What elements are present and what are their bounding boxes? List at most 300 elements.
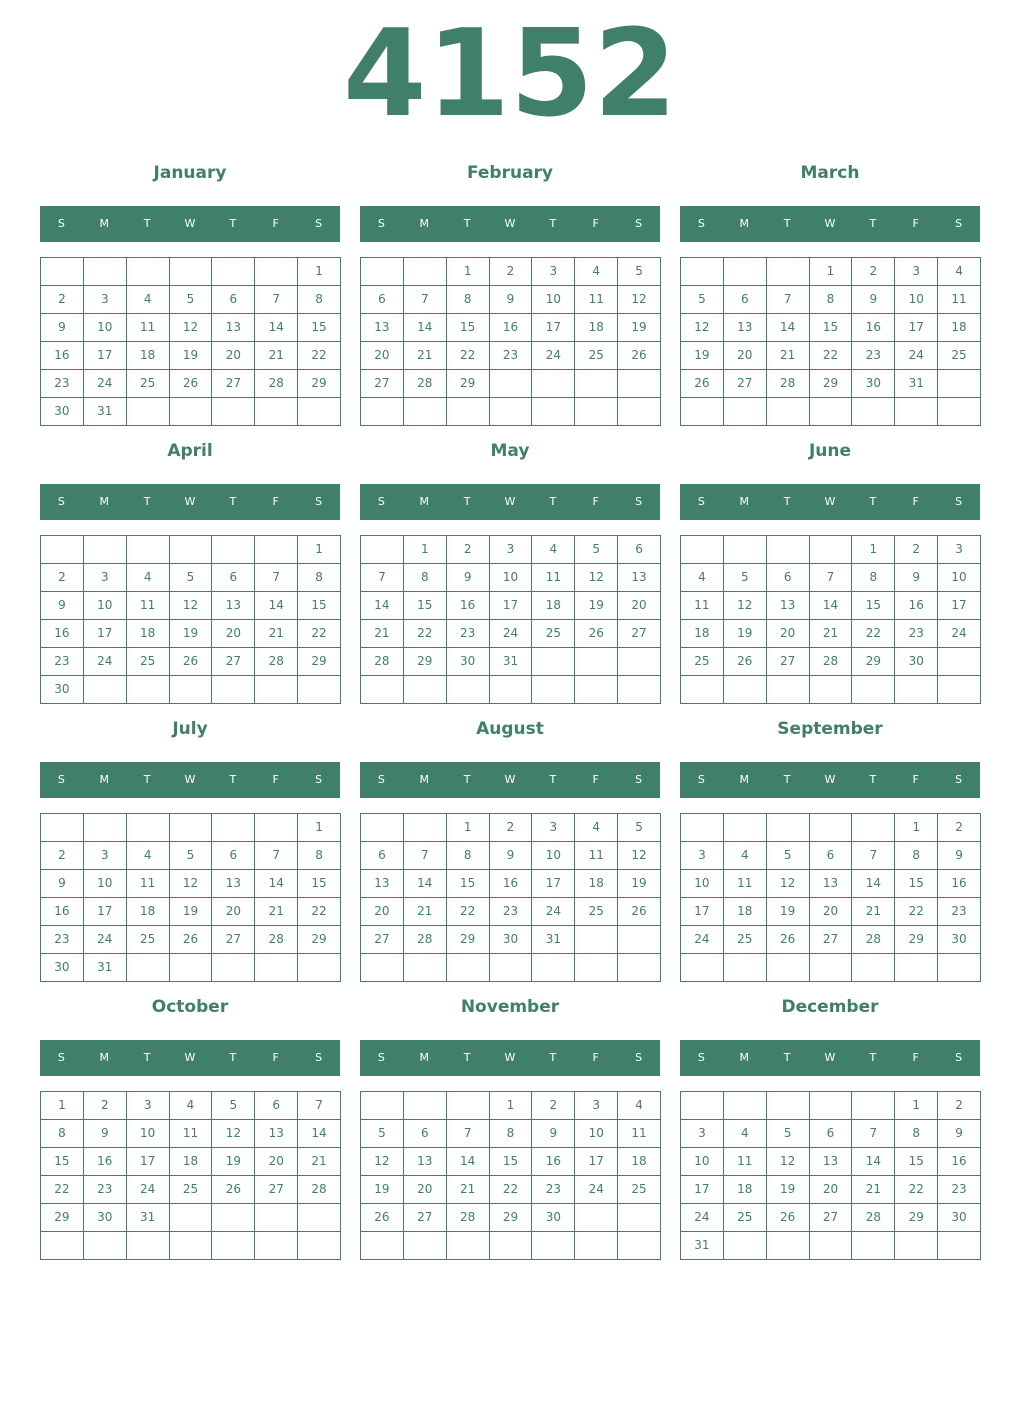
day-cell: 26 <box>575 620 618 648</box>
day-cell: 15 <box>298 870 341 898</box>
empty-day-cell <box>618 926 661 954</box>
day-cell: 7 <box>767 286 810 314</box>
empty-day-cell <box>618 954 661 982</box>
day-cell: 6 <box>212 286 255 314</box>
day-cell: 12 <box>170 870 213 898</box>
day-cell: 7 <box>255 286 298 314</box>
weekday-label: T <box>783 1051 791 1064</box>
weekday-label: W <box>504 217 516 230</box>
day-cell: 11 <box>938 286 981 314</box>
day-cell: 4 <box>575 258 618 286</box>
day-cell: 25 <box>681 648 724 676</box>
day-cell: 5 <box>767 842 810 870</box>
day-cell: 11 <box>681 592 724 620</box>
day-cell: 17 <box>490 592 533 620</box>
empty-day-cell <box>681 954 724 982</box>
day-cell: 6 <box>361 286 404 314</box>
day-cell: 16 <box>41 342 84 370</box>
empty-day-cell <box>490 398 533 426</box>
day-cell: 24 <box>681 926 724 954</box>
weekday-label: M <box>419 495 430 508</box>
weekday-header <box>40 1040 340 1076</box>
day-cell: 18 <box>724 898 767 926</box>
day-cell: 21 <box>852 1176 895 1204</box>
weekday-label: S <box>635 495 643 508</box>
day-cell: 14 <box>361 592 404 620</box>
day-cell: 24 <box>575 1176 618 1204</box>
weekday-label: M <box>99 1051 110 1064</box>
day-cell: 30 <box>41 954 84 982</box>
empty-day-cell <box>767 258 810 286</box>
day-cell: 25 <box>724 1204 767 1232</box>
empty-day-cell <box>404 258 447 286</box>
day-cell: 25 <box>170 1176 213 1204</box>
day-cell: 4 <box>575 814 618 842</box>
day-cell: 11 <box>532 564 575 592</box>
day-cell: 23 <box>895 620 938 648</box>
day-cell: 3 <box>84 842 127 870</box>
day-cell: 2 <box>852 258 895 286</box>
weekday-label: S <box>57 1051 65 1064</box>
day-cell: 30 <box>532 1204 575 1232</box>
empty-day-cell <box>681 536 724 564</box>
day-cell: 25 <box>127 926 170 954</box>
day-cell: 27 <box>361 370 404 398</box>
month-name: July <box>172 719 208 739</box>
day-cell: 25 <box>618 1176 661 1204</box>
day-cell: 29 <box>447 370 490 398</box>
empty-day-cell <box>361 1232 404 1260</box>
day-cell: 19 <box>170 342 213 370</box>
weekday-label: F <box>912 217 919 230</box>
weekday-label: S <box>635 217 643 230</box>
day-grid <box>360 257 661 426</box>
day-cell: 12 <box>212 1120 255 1148</box>
day-cell: 11 <box>724 870 767 898</box>
empty-day-cell <box>212 814 255 842</box>
day-cell: 30 <box>852 370 895 398</box>
day-cell: 11 <box>127 870 170 898</box>
day-cell: 3 <box>681 1120 724 1148</box>
month-name: April <box>167 441 213 461</box>
empty-day-cell <box>127 258 170 286</box>
empty-day-cell <box>724 954 767 982</box>
day-cell: 22 <box>895 898 938 926</box>
day-cell: 30 <box>895 648 938 676</box>
empty-day-cell <box>810 536 853 564</box>
weekday-label: S <box>57 217 65 230</box>
weekday-label: W <box>504 1051 516 1064</box>
weekday-label: W <box>824 1051 836 1064</box>
empty-day-cell <box>212 1232 255 1260</box>
day-cell: 23 <box>852 342 895 370</box>
day-cell: 9 <box>938 842 981 870</box>
weekday-label: M <box>99 773 110 786</box>
day-cell: 13 <box>404 1148 447 1176</box>
empty-day-cell <box>490 370 533 398</box>
day-cell: 23 <box>41 648 84 676</box>
day-cell: 5 <box>767 1120 810 1148</box>
empty-day-cell <box>404 676 447 704</box>
day-cell: 28 <box>255 648 298 676</box>
weekday-label: T <box>549 217 557 230</box>
empty-day-cell <box>447 676 490 704</box>
day-cell: 30 <box>490 926 533 954</box>
day-cell: 2 <box>41 842 84 870</box>
day-cell: 5 <box>618 258 661 286</box>
month-june <box>680 436 980 704</box>
day-cell: 29 <box>41 1204 84 1232</box>
day-cell: 28 <box>255 926 298 954</box>
month-name: November <box>460 997 560 1017</box>
weekday-header <box>40 484 340 520</box>
day-cell: 17 <box>84 342 127 370</box>
day-cell: 31 <box>681 1232 724 1260</box>
day-cell: 14 <box>298 1120 341 1148</box>
empty-day-cell <box>532 370 575 398</box>
weekday-label: T <box>549 773 557 786</box>
empty-day-cell <box>447 1232 490 1260</box>
empty-day-cell <box>618 1232 661 1260</box>
day-cell: 12 <box>681 314 724 342</box>
day-grid <box>680 535 981 704</box>
empty-day-cell <box>767 1232 810 1260</box>
day-cell: 19 <box>212 1148 255 1176</box>
weekday-label: S <box>697 1051 705 1064</box>
day-cell: 13 <box>212 314 255 342</box>
empty-day-cell <box>170 1204 213 1232</box>
day-cell: 1 <box>447 814 490 842</box>
day-cell: 20 <box>361 898 404 926</box>
weekday-label: T <box>229 1051 237 1064</box>
day-cell: 26 <box>767 926 810 954</box>
empty-day-cell <box>724 536 767 564</box>
weekday-label: S <box>315 773 323 786</box>
day-cell: 1 <box>895 1092 938 1120</box>
empty-day-cell <box>810 1092 853 1120</box>
empty-day-cell <box>575 648 618 676</box>
weekday-label: T <box>463 1051 471 1064</box>
day-cell: 10 <box>84 870 127 898</box>
weekday-label: M <box>99 217 110 230</box>
day-cell: 13 <box>361 314 404 342</box>
empty-day-cell <box>532 1232 575 1260</box>
day-cell: 22 <box>810 342 853 370</box>
empty-day-cell <box>298 954 341 982</box>
weekday-label: T <box>463 495 471 508</box>
empty-day-cell <box>298 1232 341 1260</box>
day-cell: 6 <box>361 842 404 870</box>
empty-day-cell <box>575 676 618 704</box>
day-cell: 13 <box>810 870 853 898</box>
weekday-label: T <box>549 1051 557 1064</box>
empty-day-cell <box>298 1204 341 1232</box>
day-cell: 12 <box>618 842 661 870</box>
day-cell: 3 <box>532 814 575 842</box>
day-cell: 14 <box>447 1148 490 1176</box>
day-cell: 13 <box>618 564 661 592</box>
day-cell: 28 <box>361 648 404 676</box>
day-cell: 29 <box>298 370 341 398</box>
day-cell: 7 <box>255 564 298 592</box>
day-cell: 24 <box>84 926 127 954</box>
day-cell: 12 <box>170 592 213 620</box>
day-cell: 6 <box>212 842 255 870</box>
month-name: March <box>800 163 860 183</box>
day-cell: 7 <box>810 564 853 592</box>
day-cell: 20 <box>618 592 661 620</box>
day-cell: 19 <box>618 314 661 342</box>
day-cell: 9 <box>895 564 938 592</box>
empty-day-cell <box>84 536 127 564</box>
weekday-label: W <box>824 773 836 786</box>
day-cell: 28 <box>767 370 810 398</box>
day-cell: 9 <box>447 564 490 592</box>
empty-day-cell <box>852 676 895 704</box>
weekday-label: S <box>635 1051 643 1064</box>
day-cell: 10 <box>490 564 533 592</box>
month-name: August <box>476 719 544 739</box>
day-cell: 20 <box>724 342 767 370</box>
empty-day-cell <box>938 1232 981 1260</box>
day-cell: 4 <box>127 842 170 870</box>
day-cell: 2 <box>41 286 84 314</box>
empty-day-cell <box>361 676 404 704</box>
day-cell: 9 <box>938 1120 981 1148</box>
empty-day-cell <box>895 398 938 426</box>
day-cell: 16 <box>490 870 533 898</box>
empty-day-cell <box>447 1092 490 1120</box>
day-grid <box>680 813 981 982</box>
empty-day-cell <box>84 258 127 286</box>
day-cell: 20 <box>255 1148 298 1176</box>
empty-day-cell <box>724 1092 767 1120</box>
day-cell: 21 <box>404 342 447 370</box>
day-cell: 4 <box>170 1092 213 1120</box>
day-cell: 10 <box>681 870 724 898</box>
weekday-label: S <box>955 1051 963 1064</box>
day-cell: 15 <box>298 314 341 342</box>
day-cell: 9 <box>490 842 533 870</box>
empty-day-cell <box>681 258 724 286</box>
weekday-label: S <box>955 773 963 786</box>
day-cell: 28 <box>255 370 298 398</box>
day-cell: 29 <box>447 926 490 954</box>
empty-day-cell <box>618 370 661 398</box>
day-cell: 13 <box>361 870 404 898</box>
empty-day-cell <box>724 398 767 426</box>
day-cell: 30 <box>447 648 490 676</box>
day-cell: 27 <box>618 620 661 648</box>
month-december <box>680 992 980 1260</box>
weekday-label: W <box>184 495 196 508</box>
empty-day-cell <box>41 536 84 564</box>
empty-day-cell <box>255 814 298 842</box>
day-cell: 30 <box>938 926 981 954</box>
empty-day-cell <box>575 398 618 426</box>
day-cell: 4 <box>127 286 170 314</box>
day-cell: 15 <box>447 314 490 342</box>
day-cell: 5 <box>681 286 724 314</box>
day-cell: 16 <box>532 1148 575 1176</box>
empty-day-cell <box>404 1092 447 1120</box>
weekday-label: S <box>955 217 963 230</box>
empty-day-cell <box>938 676 981 704</box>
empty-day-cell <box>532 676 575 704</box>
day-cell: 26 <box>212 1176 255 1204</box>
day-cell: 15 <box>447 870 490 898</box>
empty-day-cell <box>681 398 724 426</box>
day-cell: 28 <box>404 370 447 398</box>
weekday-label: M <box>739 217 750 230</box>
day-cell: 23 <box>938 1176 981 1204</box>
day-cell: 7 <box>447 1120 490 1148</box>
day-cell: 11 <box>127 314 170 342</box>
day-cell: 10 <box>938 564 981 592</box>
weekday-label: W <box>824 495 836 508</box>
day-cell: 31 <box>490 648 533 676</box>
day-cell: 24 <box>938 620 981 648</box>
weekday-label: F <box>272 1051 279 1064</box>
month-january <box>40 158 340 426</box>
empty-day-cell <box>575 370 618 398</box>
day-cell: 8 <box>490 1120 533 1148</box>
day-cell: 8 <box>298 286 341 314</box>
day-cell: 15 <box>41 1148 84 1176</box>
day-cell: 24 <box>681 1204 724 1232</box>
day-cell: 12 <box>724 592 767 620</box>
day-cell: 5 <box>170 842 213 870</box>
day-cell: 13 <box>212 592 255 620</box>
weekday-label: T <box>463 217 471 230</box>
empty-day-cell <box>212 536 255 564</box>
weekday-label: F <box>912 495 919 508</box>
day-grid <box>40 813 341 982</box>
empty-day-cell <box>810 676 853 704</box>
day-cell: 20 <box>767 620 810 648</box>
day-cell: 9 <box>532 1120 575 1148</box>
day-cell: 17 <box>84 620 127 648</box>
day-cell: 10 <box>575 1120 618 1148</box>
day-cell: 19 <box>618 870 661 898</box>
day-cell: 23 <box>447 620 490 648</box>
day-cell: 19 <box>170 898 213 926</box>
empty-day-cell <box>810 954 853 982</box>
weekday-label: F <box>912 1051 919 1064</box>
day-cell: 15 <box>404 592 447 620</box>
empty-day-cell <box>361 398 404 426</box>
day-cell: 17 <box>575 1148 618 1176</box>
weekday-label: S <box>377 495 385 508</box>
weekday-label: T <box>869 217 877 230</box>
day-cell: 6 <box>810 1120 853 1148</box>
day-cell: 22 <box>490 1176 533 1204</box>
day-cell: 26 <box>170 926 213 954</box>
day-cell: 23 <box>490 898 533 926</box>
empty-day-cell <box>810 814 853 842</box>
empty-day-cell <box>724 676 767 704</box>
weekday-label: S <box>697 773 705 786</box>
day-cell: 21 <box>298 1148 341 1176</box>
weekday-label: T <box>463 773 471 786</box>
weekday-label: S <box>377 217 385 230</box>
day-cell: 1 <box>41 1092 84 1120</box>
weekday-label: M <box>419 217 430 230</box>
empty-day-cell <box>895 1232 938 1260</box>
weekday-label: T <box>869 495 877 508</box>
empty-day-cell <box>212 1204 255 1232</box>
empty-day-cell <box>767 1092 810 1120</box>
day-cell: 18 <box>618 1148 661 1176</box>
empty-day-cell <box>938 370 981 398</box>
day-cell: 6 <box>404 1120 447 1148</box>
day-cell: 1 <box>298 258 341 286</box>
month-may <box>360 436 660 704</box>
empty-day-cell <box>724 1232 767 1260</box>
day-cell: 6 <box>767 564 810 592</box>
empty-day-cell <box>575 954 618 982</box>
day-cell: 6 <box>618 536 661 564</box>
day-cell: 27 <box>404 1204 447 1232</box>
day-cell: 15 <box>852 592 895 620</box>
weekday-label: F <box>592 495 599 508</box>
empty-day-cell <box>127 676 170 704</box>
day-cell: 15 <box>895 870 938 898</box>
day-cell: 7 <box>298 1092 341 1120</box>
day-cell: 11 <box>170 1120 213 1148</box>
day-cell: 20 <box>810 898 853 926</box>
day-cell: 21 <box>404 898 447 926</box>
day-cell: 7 <box>404 842 447 870</box>
day-cell: 24 <box>532 898 575 926</box>
empty-day-cell <box>212 258 255 286</box>
day-cell: 13 <box>767 592 810 620</box>
day-cell: 7 <box>852 1120 895 1148</box>
day-cell: 17 <box>895 314 938 342</box>
empty-day-cell <box>361 1092 404 1120</box>
day-cell: 7 <box>361 564 404 592</box>
day-cell: 23 <box>490 342 533 370</box>
month-name: December <box>781 997 879 1017</box>
weekday-label: T <box>229 773 237 786</box>
empty-day-cell <box>212 954 255 982</box>
day-cell: 5 <box>170 286 213 314</box>
day-cell: 3 <box>895 258 938 286</box>
day-cell: 31 <box>84 398 127 426</box>
weekday-header <box>680 1040 980 1076</box>
day-cell: 3 <box>575 1092 618 1120</box>
weekday-label: S <box>57 495 65 508</box>
weekday-label: W <box>184 217 196 230</box>
day-cell: 21 <box>255 342 298 370</box>
day-cell: 8 <box>447 286 490 314</box>
weekday-header <box>40 206 340 242</box>
day-cell: 26 <box>170 648 213 676</box>
day-cell: 18 <box>724 1176 767 1204</box>
weekday-label: S <box>635 773 643 786</box>
day-cell: 27 <box>212 370 255 398</box>
day-cell: 20 <box>810 1176 853 1204</box>
day-cell: 19 <box>170 620 213 648</box>
day-cell: 15 <box>810 314 853 342</box>
empty-day-cell <box>170 676 213 704</box>
day-cell: 5 <box>170 564 213 592</box>
day-cell: 1 <box>895 814 938 842</box>
day-cell: 28 <box>447 1204 490 1232</box>
empty-day-cell <box>938 954 981 982</box>
empty-day-cell <box>127 954 170 982</box>
day-cell: 14 <box>852 1148 895 1176</box>
